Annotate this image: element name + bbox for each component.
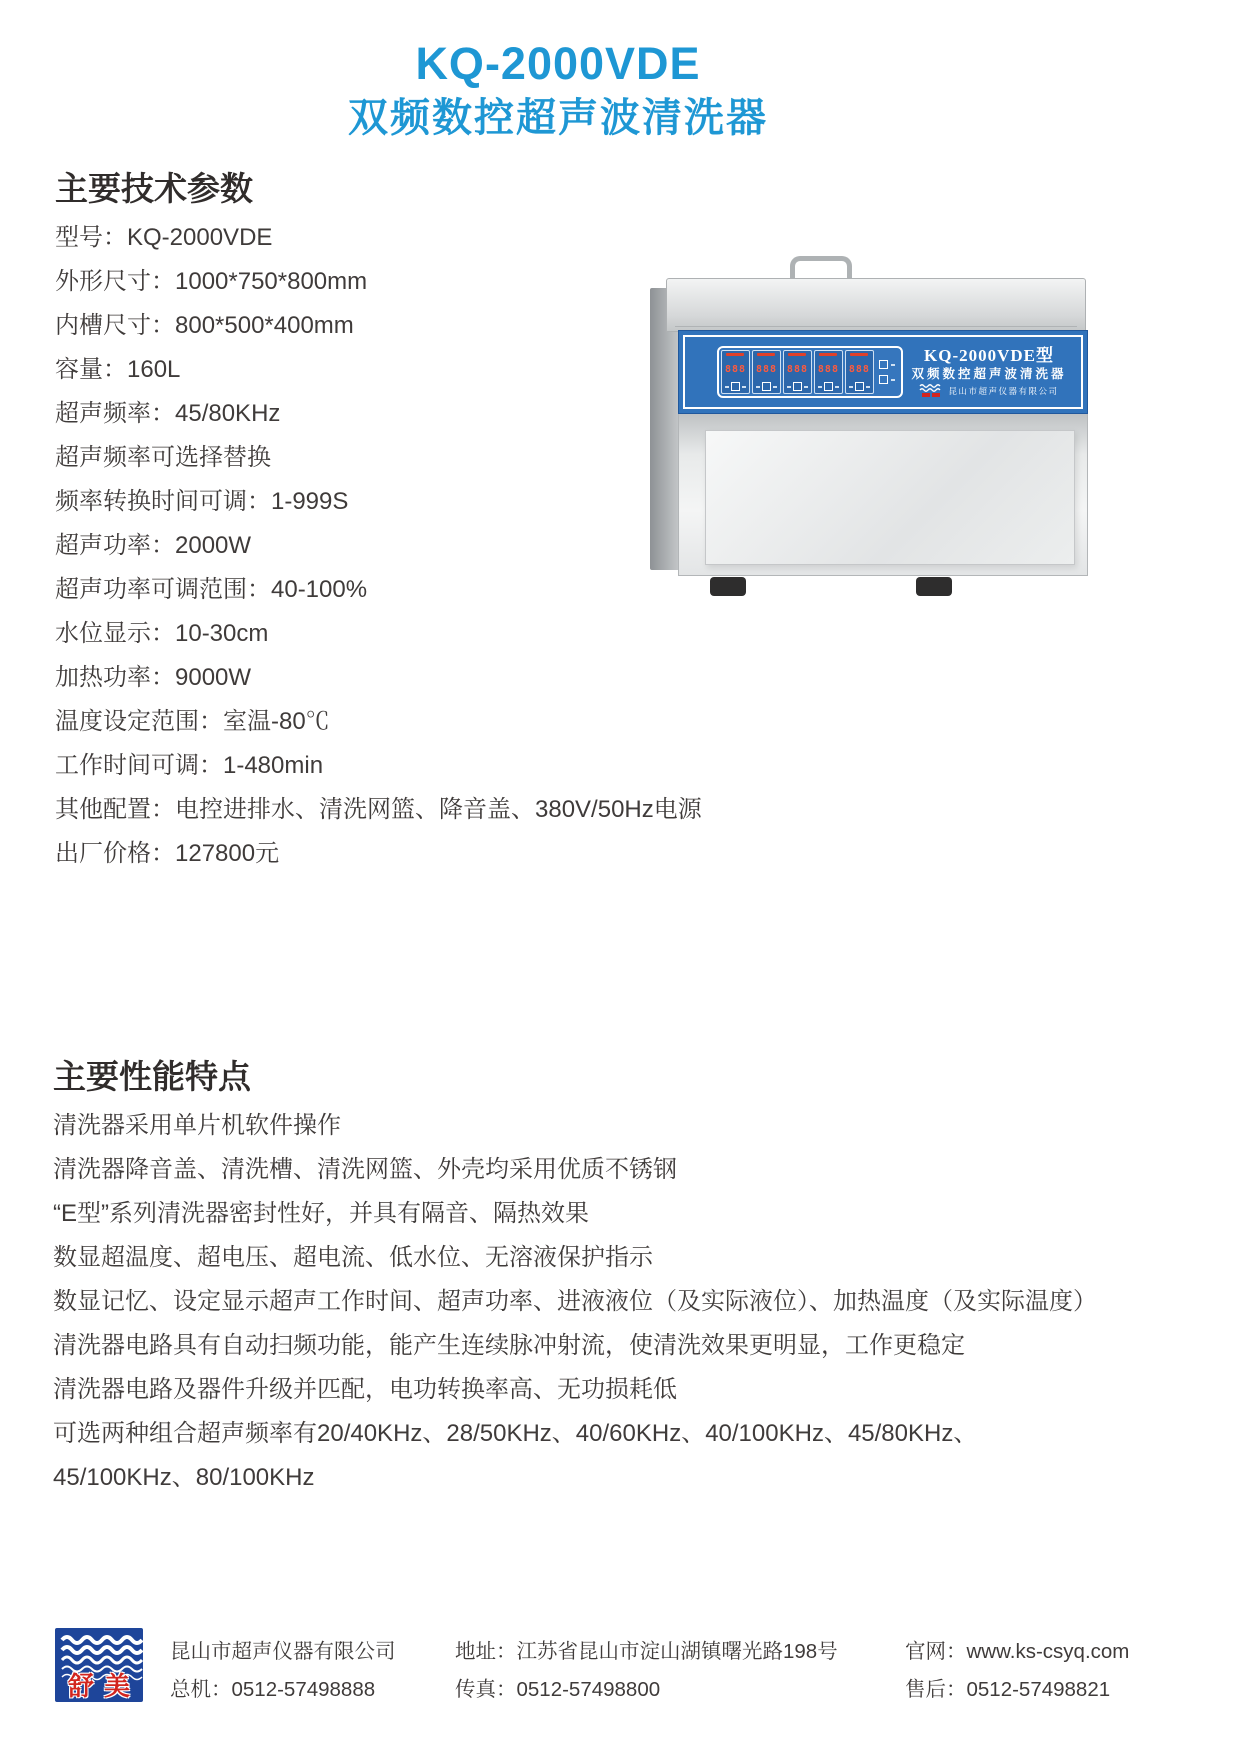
spec-line: 内槽尺寸：800*500*400mm (55, 312, 354, 339)
feature-line: 清洗器降音盖、清洗槽、清洗网篮、外壳均采用优质不锈钢 (53, 1156, 677, 1183)
feature-line: 数显超温度、超电压、超电流、低水位、无溶液保护指示 (53, 1244, 653, 1271)
page-title: KQ-2000VDE (415, 38, 701, 89)
spec-line: 超声功率可调范围：40-100% (55, 576, 368, 603)
footer-address: 地址：江苏省昆山市淀山湖镇曙光路198号 (455, 1640, 838, 1663)
panel-model-label: KQ-2000VDE型 (924, 346, 1054, 365)
panel-button-icon (879, 360, 895, 369)
spec-line: 加热功率：9000W (55, 664, 252, 691)
led-digits: 888 (848, 363, 870, 375)
spec-line: 外形尺寸：1000*750*800mm (55, 268, 368, 295)
panel-product-name: 双频数控超声波清洗器 (911, 367, 1067, 381)
feature-line: 45/100KHz、80/100KHz (53, 1464, 315, 1491)
spec-line: 水位显示：10-30cm (55, 620, 269, 647)
control-panel-frame (683, 335, 1083, 409)
footer-column-address (455, 1633, 838, 1709)
footer-service: 售后：0512-57498821 (905, 1678, 1111, 1701)
feature-line: 清洗器采用单片机软件操作 (53, 1112, 341, 1139)
spec-line: 工作时间可调：1-480min (55, 752, 324, 779)
machine-body (678, 414, 1088, 576)
led-display-module (814, 350, 843, 394)
feature-line: 清洗器电路具有自动扫频功能，能产生连续脉冲射流，使清洗效果更明显，工作更稳定 (53, 1332, 965, 1359)
footer (55, 1628, 1205, 1708)
led-digits: 888 (817, 363, 839, 375)
machine-foot (916, 577, 952, 596)
panel-button-icon (787, 382, 808, 391)
spec-line: 超声功率：2000W (55, 532, 252, 559)
led-display-module (783, 350, 812, 394)
footer-website: 官网：www.ks-csyq.com (905, 1640, 1130, 1663)
brand-waves-icon (919, 383, 943, 398)
footer-fax: 传真：0512-57498800 (455, 1678, 661, 1701)
spec-line: 容量：160L (55, 356, 181, 383)
panel-button-icon (756, 382, 777, 391)
feature-line: 清洗器电路及器件升级并匹配，电功转换率高、无功损耗低 (53, 1376, 677, 1403)
panel-button-icon (725, 382, 746, 391)
machine-foot (710, 577, 746, 596)
feature-line: “E型”系列清洗器密封性好，并具有隔音、隔热效果 (53, 1200, 589, 1227)
spec-line: 温度设定范围：室温-80℃ (55, 708, 330, 735)
led-display-module (845, 350, 874, 394)
spec-line: 其他配置：电控进排水、清洗网篮、降音盖、380V/50Hz电源 (55, 796, 702, 823)
product-subtitle: 双频数控超声波清洗器 (348, 96, 768, 140)
specs-heading: 主要技术参数 (55, 170, 253, 207)
led-label-bar (757, 353, 775, 356)
feature-line: 可选两种组合超声频率有20/40KHz、28/50KHz、40/60KHz、40/100KHz、45/80KHz、 (53, 1420, 978, 1447)
led-label-bar (819, 353, 837, 356)
feature-line: 数显记忆、设定显示超声工作时间、超声功率、进液液位（及实际液位）、加热温度（及实际温度） (53, 1288, 1097, 1315)
panel-button-icon (879, 375, 895, 384)
panel-switch-module (876, 350, 899, 394)
features-heading: 主要性能特点 (53, 1058, 251, 1095)
led-digits: 888 (755, 363, 777, 375)
company-logo (55, 1628, 143, 1702)
footer-column-company (170, 1633, 396, 1709)
title-block (0, 36, 1116, 144)
led-digits: 888 (786, 363, 808, 375)
spec-line: 超声频率：45/80KHz (55, 400, 281, 427)
machine-front-plate (705, 430, 1075, 565)
panel-text-block (903, 346, 1081, 398)
led-display-module (721, 350, 750, 394)
features-section (53, 1056, 1195, 1500)
control-panel (678, 330, 1088, 414)
spec-line: 频率转换时间可调：1-999S (55, 488, 349, 515)
display-cluster (717, 346, 903, 398)
features-list (53, 1104, 1195, 1500)
led-digits: 888 (724, 363, 747, 375)
spec-line: 超声频率可选择替换 (55, 444, 271, 471)
footer-column-web (905, 1633, 1129, 1709)
product-illustration (648, 256, 1088, 596)
led-label-bar (788, 353, 806, 356)
spec-line: 出厂价格：127800元 (55, 840, 280, 867)
panel-company-name: 昆山市超声仪器有限公司 (948, 385, 1059, 396)
panel-company-line (903, 383, 1075, 398)
spec-line: 型号：KQ-2000VDE (55, 224, 273, 251)
footer-company-name: 昆山市超声仪器有限公司 (170, 1640, 396, 1663)
panel-button-icon (849, 382, 870, 391)
led-label-bar (726, 353, 744, 356)
footer-phone: 总机：0512-57498888 (170, 1678, 376, 1701)
led-label-bar (850, 353, 868, 356)
machine-lid (666, 278, 1086, 332)
led-display-module (752, 350, 781, 394)
panel-button-icon (818, 382, 839, 391)
brand-name: 舒美 (67, 1671, 140, 1701)
